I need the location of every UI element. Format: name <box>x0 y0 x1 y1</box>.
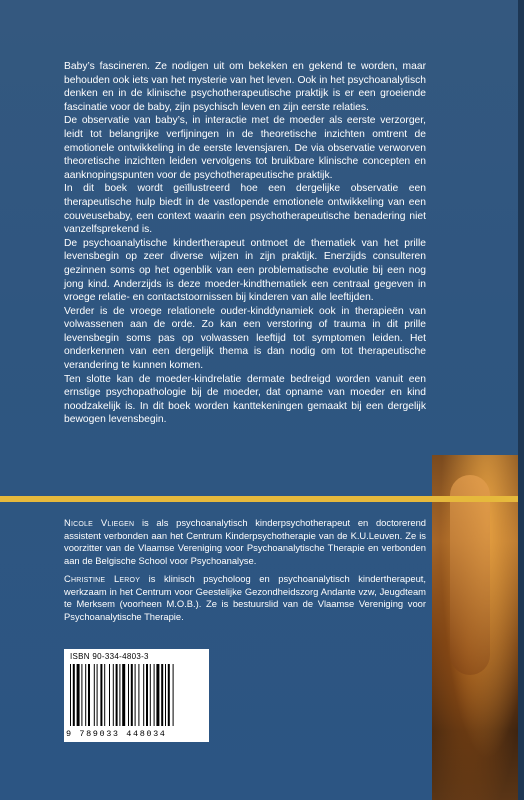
author-bio <box>64 517 426 567</box>
description-paragraph: In dit boek wordt geïllustreerd hoe een dergelijke observatie een therapeutische hulp biedt in de vastlopende emotionele ontwikkeling van een couveusebaby, een context waarin een psychotherapeutische benadering niet vanzelfsprekend is. <box>64 183 426 236</box>
author-bio-text: is als psychoanalytisch kinderpsychotherapeut en doctorerend assistent verbonden aan het Centrum Kinderpsychotherapie van de K.U.Leuven. Ze is voorzitter van de Vlaamse Vereniging voor Psychoanalytische Therapie en verbonden aan de Belgische School voor Psychoanalyse. <box>64 517 426 566</box>
description-paragraph: Baby’s fascineren. Ze nodigen uit om bekeken en gekend te worden, maar behouden ook iets van het mysterie van het leven. Ook in het psychoanalytisch denken en in de klinische psychotherapeutische praktijk is er een groeiende fascinatie voor de baby, zijn psychisch leven en zijn eerste relaties. <box>64 61 426 113</box>
description-paragraph: Ten slotte kan de moeder-kindrelatie dermate bedreigd worden vanuit een ernstige psychopathologie bij de moeder, dat opname van moeder en kind noodzakelijk is. In dit boek worden kanttekeningen gemaakt bij een dergelijk bewogen levensbegin. <box>64 373 426 426</box>
barcode-digits: 9 789033 448034 <box>66 729 167 739</box>
description-text <box>64 60 426 427</box>
author-name: Christine Leroy <box>64 573 141 584</box>
description-paragraph: De psychoanalytische kindertherapeut ontmoet de thematiek van het prille levensbegin op zeer diverse wijzen in zijn praktijk. Enerzijds consulteren gezinnen soms op het ogenblik van een problematische evolutie bij een nog jong kind. Anderzijds is deze moeder-kindthematiek een centraal gegeven in vroege relatie- en contactstoornissen bij kinderen van alle leeftijden. <box>64 237 426 304</box>
isbn-label: ISBN 90-334-4803-3 <box>70 652 149 661</box>
description-paragraph: De observatie van baby’s, in interactie met de moeder als eerste verzorger, leidt tot belangrijke verfijningen in de theoretische inzichten omtrent de emotionele ontwikkeling in de eerste levensjaren. De via observatie verworven theoretische inzichten leiden vervolgens tot bruikbare klinische concepten en aanknopingspunten voor de psychotherapeutische praktijk. <box>64 115 426 181</box>
author-bio-text: is klinisch psycholoog en psychoanalytisch kindertherapeut, werkzaam in het Centrum voor Geestelijke Gezondheidszorg Andante vzw, Jeugdteam te Merksem (voorheen M.O.B.). Ze is bestuurslid van de Vlaamse Vereniging voor Psychoanalytische Therapie. <box>64 573 426 622</box>
author-bio <box>64 573 426 623</box>
cover-photo <box>432 455 524 800</box>
author-name: Nicole Vliegen <box>64 517 135 528</box>
accent-stripe <box>0 496 524 502</box>
description-paragraph: Verder is de vroege relationele ouder-kinddynamiek ook in therapieën van volwassenen aan de orde. Zo kan een verstoring of trauma in dit prille levensbegin soms pas op volwassen leeftijd tot symptomen leiden. Het onderkennen van een dergelijk thema is dan nodig om tot therapeutische verandering te kunnen komen. <box>64 305 426 372</box>
barcode-panel <box>64 649 209 742</box>
barcode-icon <box>68 664 205 730</box>
